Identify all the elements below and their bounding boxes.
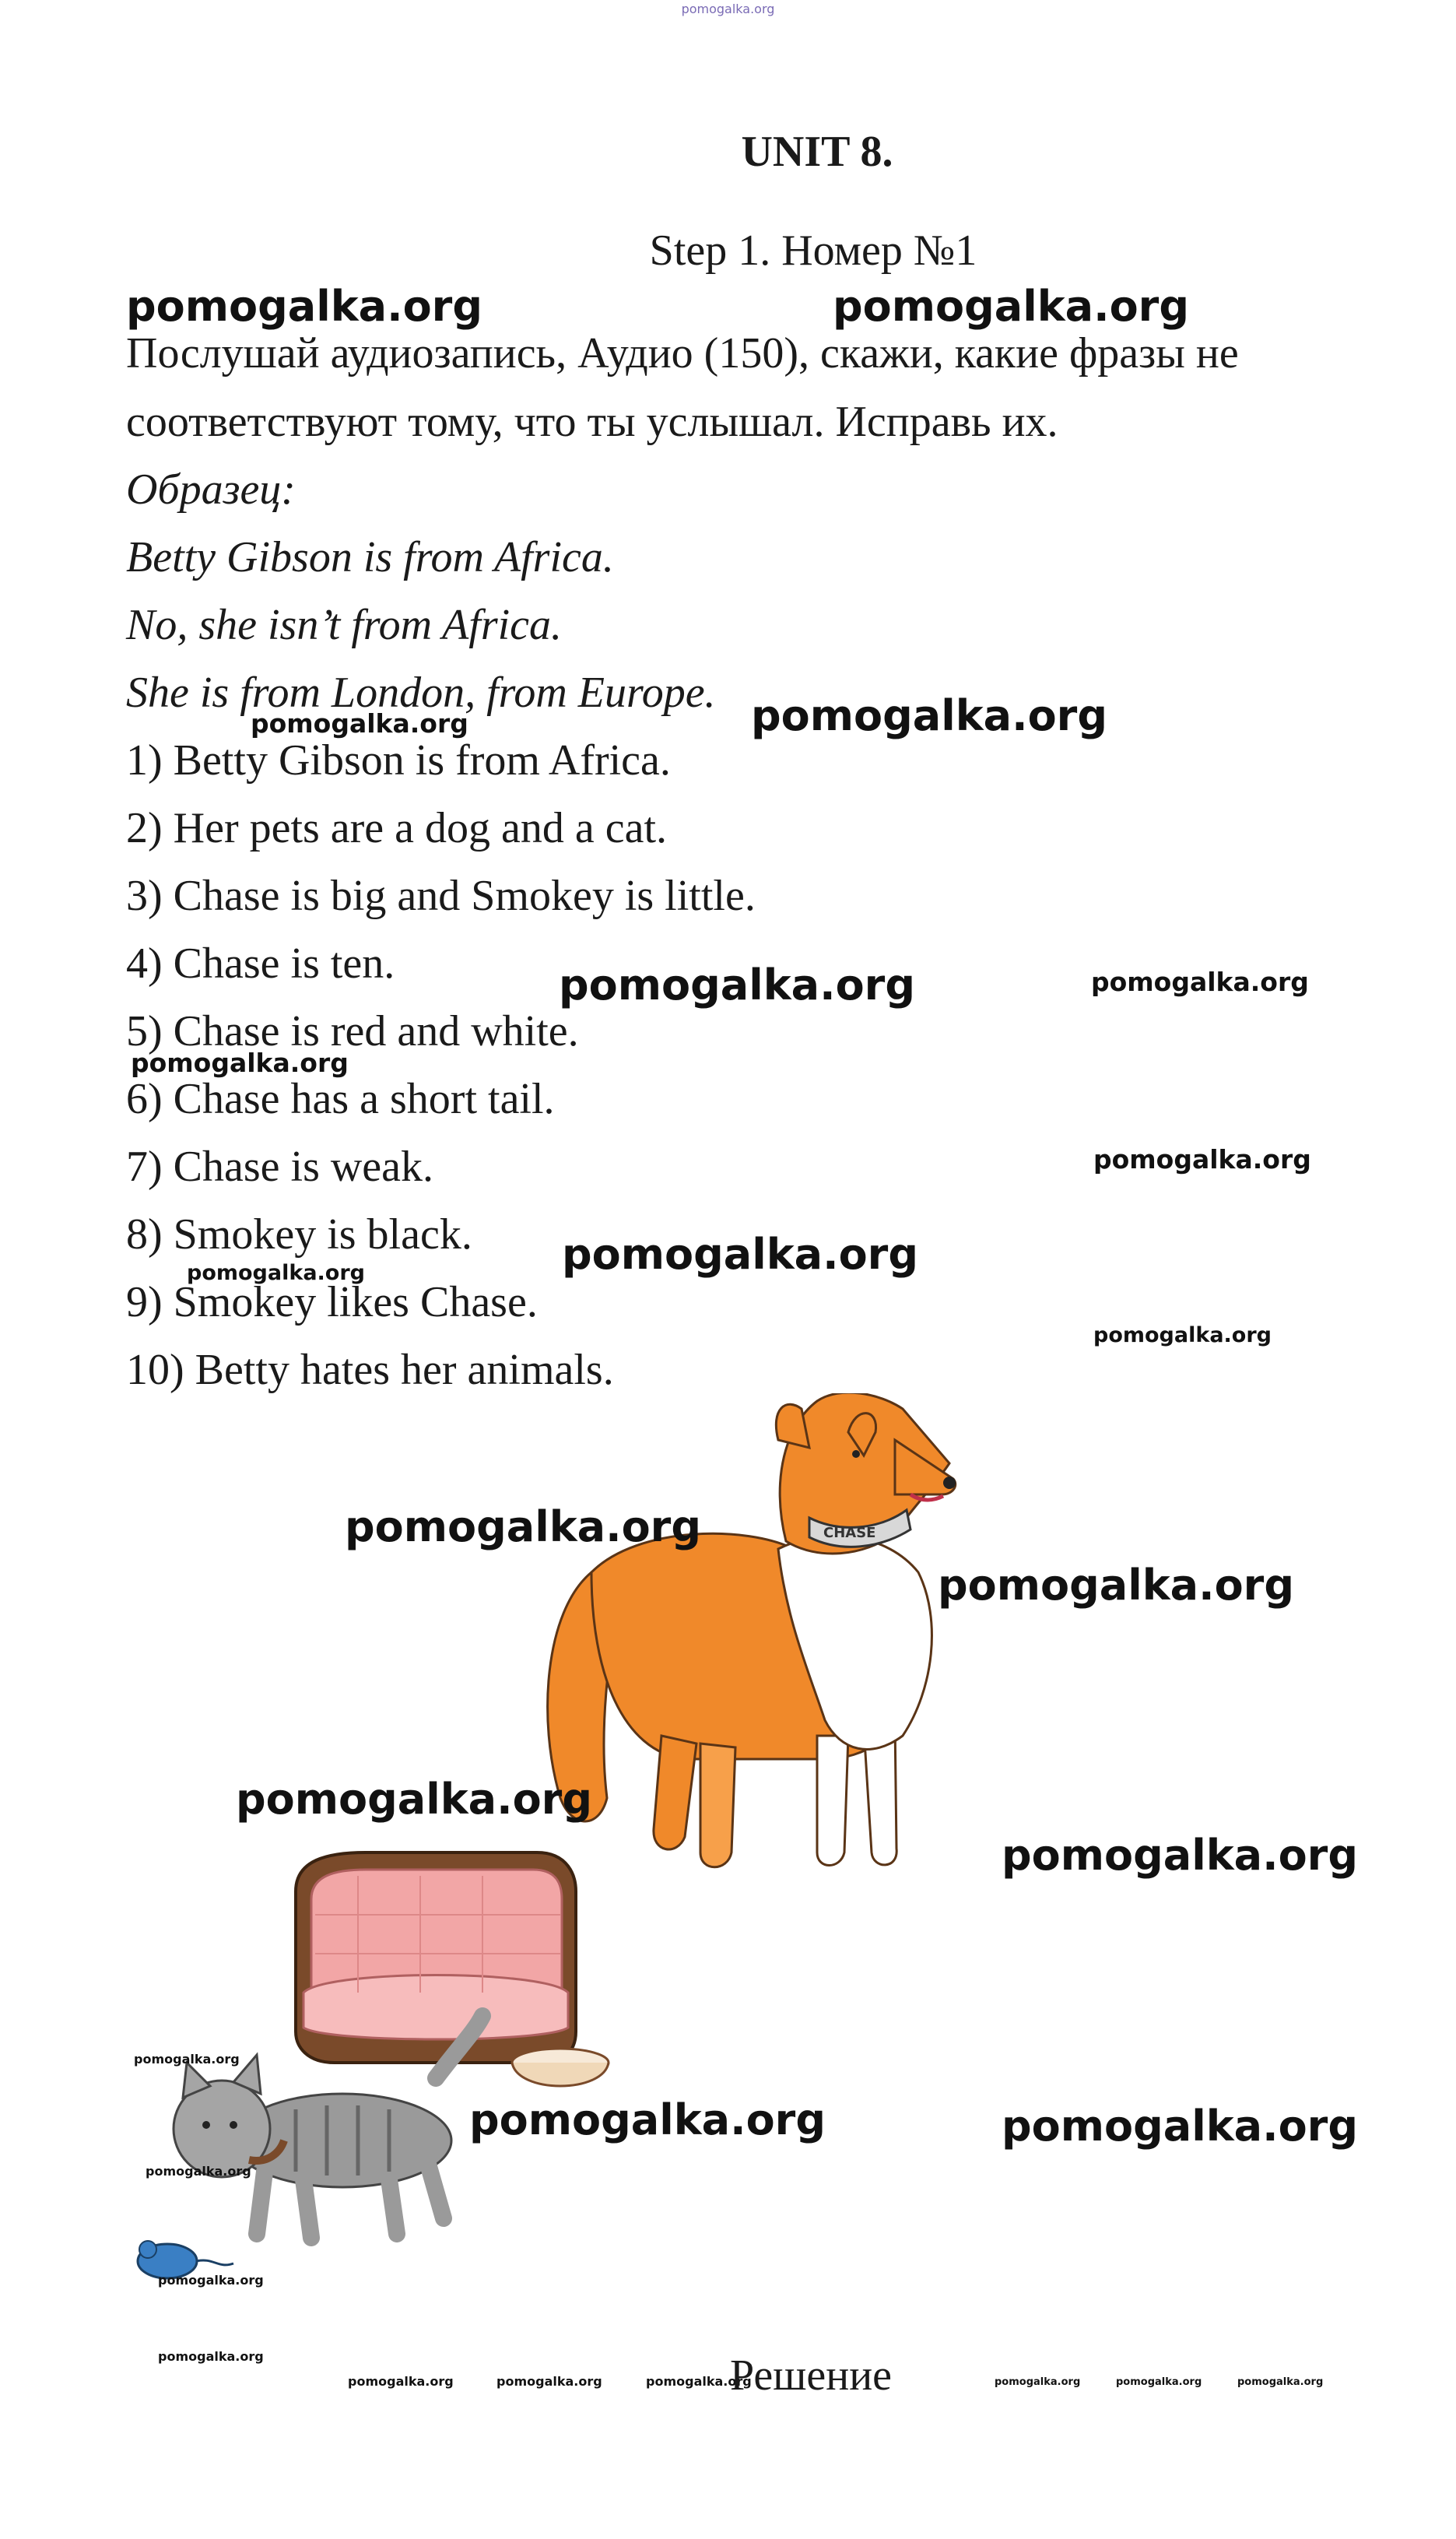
statement-6: 6) Chase has a short tail. (126, 1075, 555, 1123)
watermark: pomogalka.org (1237, 2376, 1324, 2388)
sample-line-1: Betty Gibson is from Africa. (126, 533, 614, 581)
watermark: pomogalka.org (1116, 2376, 1202, 2388)
sample-line-2: No, she isn’t from Africa. (126, 601, 563, 649)
instruction-line-2: соответствуют тому, что ты услышал. Исправь их. (126, 398, 1058, 446)
statement-8: 8) Smokey is black. (126, 1210, 472, 1259)
watermark: pomogalka.org (1093, 1323, 1272, 1347)
statement-3: 3) Chase is big and Smokey is little. (126, 872, 756, 920)
watermark: pomogalka.org (158, 2273, 264, 2288)
watermark: pomogalka.org (187, 1261, 365, 1285)
watermark: pomogalka.org (995, 2376, 1081, 2388)
instruction-line-1: Послушай аудиозапись, Аудио (150), скажи, какие фразы не (126, 329, 1239, 378)
watermark: pomogalka.org (236, 1775, 592, 1824)
watermark: pomogalka.org (131, 1048, 349, 1078)
unit-title: UNIT 8. (741, 128, 893, 176)
statement-2: 2) Her pets are a dog and a cat. (126, 804, 667, 852)
watermark: pomogalka.org (833, 282, 1189, 331)
basket-illustration (296, 1852, 576, 2063)
watermark: pomogalka.org (146, 2164, 251, 2179)
watermark: pomogalka.org (1002, 1831, 1358, 1880)
watermark: pomogalka.org (646, 2374, 752, 2389)
watermark: pomogalka.org (126, 282, 482, 331)
watermark: pomogalka.org (469, 2095, 826, 2144)
dog-illustration (548, 1393, 956, 1867)
watermark: pomogalka.org (496, 2374, 602, 2389)
solution-label: Решение (730, 2351, 893, 2400)
statement-7: 7) Chase is weak. (126, 1143, 434, 1191)
watermark: pomogalka.org (251, 708, 468, 739)
statement-1: 1) Betty Gibson is from Africa. (126, 736, 671, 785)
watermark: pomogalka.org (348, 2374, 454, 2389)
statement-9: 9) Smokey likes Chase. (126, 1278, 538, 1326)
watermark: pomogalka.org (1093, 1144, 1311, 1175)
watermark: pomogalka.org (158, 2349, 264, 2364)
sample-line-3: She is from London, from Europe. (126, 669, 716, 717)
statement-10: 10) Betty hates her animals. (126, 1346, 614, 1394)
sample-label: Образец: (126, 465, 296, 514)
watermark: pomogalka.org (562, 1230, 918, 1279)
watermark: pomogalka.org (1091, 967, 1309, 997)
watermark: pomogalka.org (134, 2052, 240, 2067)
bowl-illustration (512, 2049, 609, 2086)
watermark: pomogalka.org (938, 1561, 1294, 1610)
step-title: Step 1. Номер №1 (649, 227, 977, 275)
watermark: pomogalka.org (345, 1502, 701, 1551)
watermark: pomogalka.org (559, 960, 915, 1010)
watermark: pomogalka.org (751, 691, 1107, 740)
statement-5: 5) Chase is red and white. (126, 1007, 579, 1055)
collar-text: CHASE (823, 1525, 876, 1541)
top-watermark: pomogalka.org (681, 2, 775, 16)
statement-4: 4) Chase is ten. (126, 939, 395, 988)
watermark: pomogalka.org (1002, 2102, 1358, 2151)
